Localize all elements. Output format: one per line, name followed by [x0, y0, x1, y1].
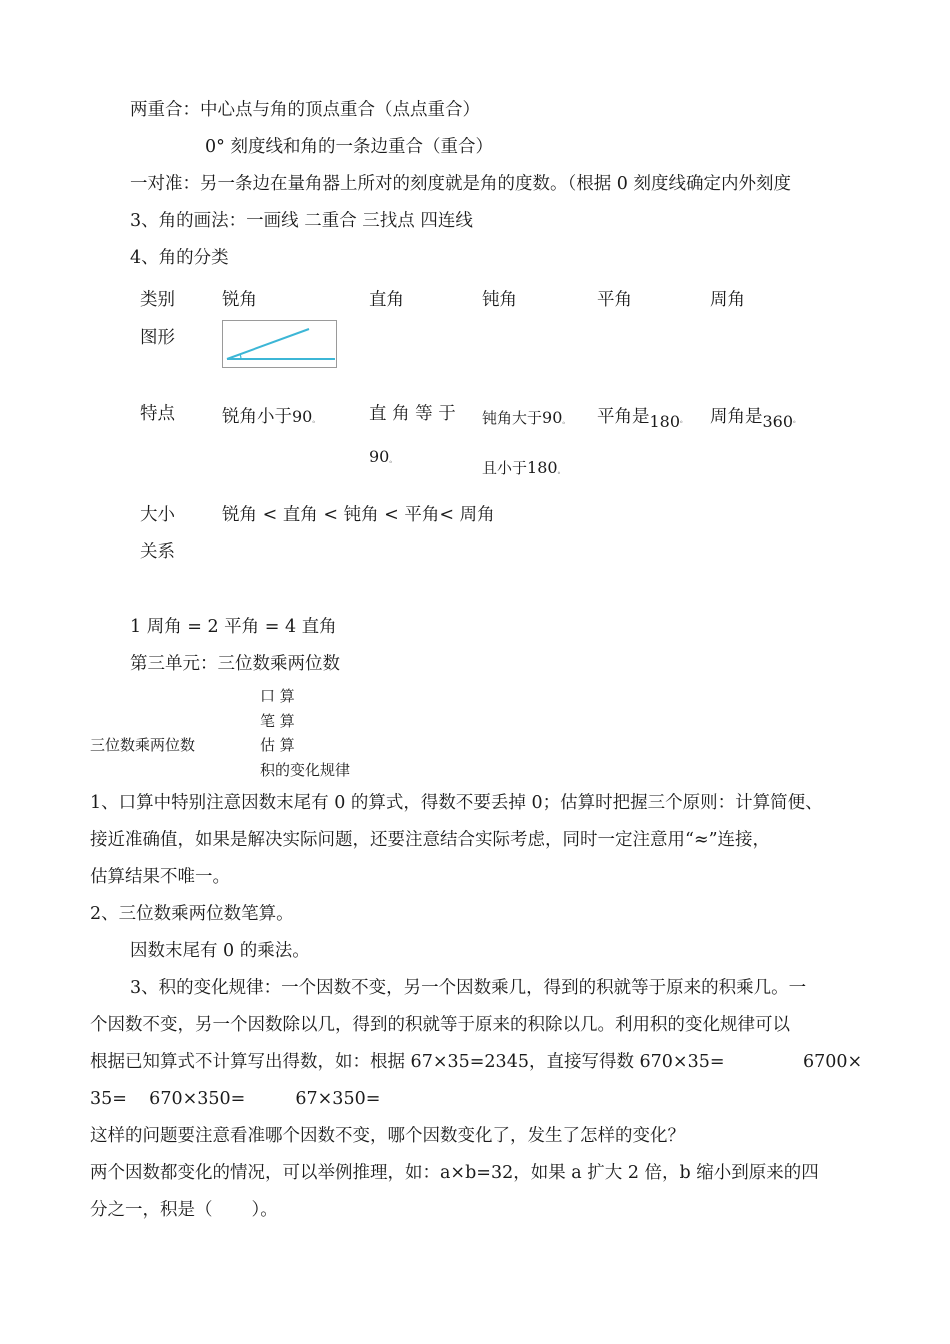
paragraph-5-line-1: 两个因数都变化的情况，可以举例推理，如：a×b=32，如果 a 扩大 2 倍，b 缩小到原来的四 [90, 1163, 819, 1183]
table-row-label-feature: 特点 [140, 404, 175, 424]
paragraph-2-sub: 因数末尾有 0 的乘法。 [130, 941, 310, 961]
feature-acute-text: 锐角小于 [222, 407, 292, 427]
paragraph-1-line-3: 估算结果不唯一。 [90, 867, 230, 887]
feature-obtuse-2 [482, 458, 565, 481]
degree-mark: 。 [562, 417, 570, 425]
table-header-straight: 平角 [597, 290, 632, 310]
table-header-acute: 锐角 [222, 290, 257, 310]
outline-item-written: 笔 算 [260, 712, 295, 730]
feature-obtuse-num: 90 [542, 408, 563, 427]
table-row-label-figure: 图形 [140, 328, 175, 348]
line-angle-classification: 4、角的分类 [130, 248, 229, 268]
outline-item-estimate: 估 算 [260, 736, 295, 754]
paragraph-3-line-4: 35= 670×350= 67×350= [90, 1089, 381, 1109]
feature-acute-num: 90 [292, 407, 313, 426]
paragraph-1-line-2: 接近准确值，如果是解决实际问题，还要注意结合实际考虑，同时一定注意用“≈”连接， [90, 830, 771, 850]
outline-root: 三位数乘两位数 [90, 736, 196, 754]
feature-round-text: 周角是 [710, 407, 763, 427]
feature-obtuse-text2: 且小于 [482, 459, 528, 477]
feature-right-num: 90 [369, 447, 390, 466]
degree-mark: 。 [389, 456, 397, 464]
feature-straight-text: 平角是 [597, 407, 650, 427]
outline-item-mental: 口 算 [260, 687, 295, 705]
unit-three-title: 第三单元：三位数乘两位数 [130, 654, 340, 674]
acute-angle-figure [222, 320, 337, 368]
size-relation: 锐角 < 直角 < 钝角 < 平角< 周角 [222, 505, 495, 525]
feature-right-text: 直 角 等 于 [369, 404, 456, 424]
paragraph-4: 这样的问题要注意看准哪个因数不变，哪个因数变化了，发生了怎样的变化？ [90, 1126, 685, 1146]
feature-obtuse [482, 408, 569, 431]
feature-straight-num: 180 [649, 412, 681, 431]
paragraph-5-line-2: 分之一，积是（ ）。 [90, 1200, 278, 1220]
acute-angle-drawing [223, 321, 336, 367]
paragraph-2: 2、三位数乘两位数笔算。 [90, 904, 294, 924]
feature-round-num: 360 [762, 412, 794, 431]
table-header-obtuse: 钝角 [482, 290, 517, 310]
feature-obtuse-text: 钝角大于 [482, 409, 543, 427]
table-header-right: 直角 [369, 290, 404, 310]
outline-item-product-rule: 积的变化规律 [260, 761, 351, 779]
paragraph-3-line-2: 个因数不变，另一个因数除以几，得到的积就等于原来的积除以几。利用积的变化规律可以 [90, 1015, 790, 1035]
paragraph-3-line-3-right: 6700× [803, 1052, 863, 1072]
degree-mark: 。 [557, 467, 565, 475]
feature-acute [222, 406, 319, 431]
line-two-coincide: 两重合：中心点与角的顶点重合（点点重合） [130, 100, 480, 120]
angle-equivalence: 1 周角 = 2 平角 = 4 直角 [130, 617, 337, 637]
line-one-align: 一对准：另一条边在量角器上所对的刻度就是角的度数。（根据 0 刻度线确定内外刻度 [130, 174, 792, 194]
degree-mark: 。 [312, 416, 320, 424]
feature-round [710, 406, 800, 431]
paragraph-3-line-3: 根据已知算式不计算写出得数，如：根据 67×35=2345，直接写得数 670×35= [90, 1052, 725, 1072]
degree-mark: 。 [793, 416, 801, 424]
feature-right [369, 446, 396, 471]
table-row-label-size-1: 大小 [140, 505, 175, 525]
paragraph-3-line-1: 3、积的变化规律：一个因数不变，另一个因数乘几，得到的积就等于原来的积乘几。一 [130, 978, 807, 998]
table-header-category: 类别 [140, 290, 175, 310]
paragraph-1-line-1: 1、口算中特别注意因数末尾有 0 的算式，得数不要丢掉 0；估算时把握三个原则：计算简便、 [90, 793, 823, 813]
degree-mark: 。 [680, 416, 688, 424]
table-row-label-size-2: 关系 [140, 542, 175, 562]
table-header-round: 周角 [710, 290, 745, 310]
feature-obtuse-num2: 180 [527, 458, 558, 477]
line-zero-mark: 0° 刻度线和角的一条边重合（重合） [205, 137, 493, 157]
feature-straight [597, 406, 687, 431]
line-draw-angle: 3、角的画法：一画线 二重合 三找点 四连线 [130, 211, 473, 231]
